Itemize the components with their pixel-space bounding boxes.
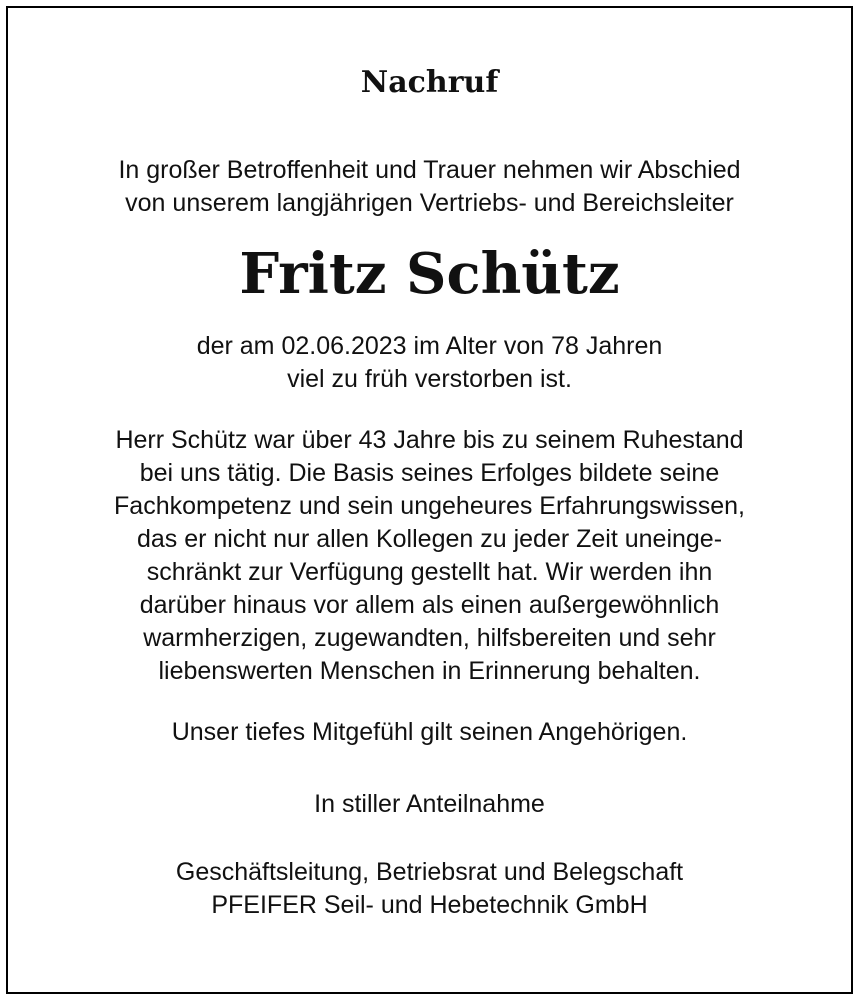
death-date-paragraph bbox=[8, 330, 851, 396]
tribute-line: bei uns tätig. Die Basis seines Erfolges bildete seine bbox=[139, 459, 720, 487]
date-line: viel zu früh verstorben ist. bbox=[287, 365, 572, 393]
notice-heading: Nachruf bbox=[360, 65, 499, 100]
intro-line: von unserem langjährigen Vertriebs- und Bereichsleiter bbox=[125, 189, 734, 217]
tribute-line: Fachkompetenz und sein ungeheures Erfahrungswissen, bbox=[114, 492, 745, 520]
obituary-notice bbox=[8, 8, 851, 992]
signature-block bbox=[8, 856, 851, 922]
tribute-line: darüber hinaus vor allem als einen außergewöhnlich bbox=[139, 591, 720, 619]
intro-line: In großer Betroffenheit und Trauer nehmen wir Abschied bbox=[118, 156, 741, 184]
date-line: der am 02.06.2023 im Alter von 78 Jahren bbox=[196, 332, 663, 360]
sympathy-line bbox=[8, 716, 851, 749]
tribute-line: schränkt zur Verfügung gestellt hat. Wir werden ihn bbox=[146, 558, 713, 586]
tribute-paragraph bbox=[8, 424, 851, 688]
tribute-line: das er nicht nur allen Kollegen zu jeder Zeit uneinge- bbox=[136, 525, 723, 553]
closing-line bbox=[8, 788, 851, 821]
notice-border bbox=[6, 6, 853, 994]
signature-line: PFEIFER Seil- und Hebetechnik GmbH bbox=[211, 891, 648, 919]
signature-line: Geschäftsleitung, Betriebsrat und Belegschaft bbox=[175, 858, 684, 886]
tribute-line: warmherzigen, zugewandten, hilfsbereiten und sehr bbox=[143, 624, 716, 652]
closing-text: In stiller Anteilnahme bbox=[314, 790, 545, 818]
sympathy-text: Unser tiefes Mitgefühl gilt seinen Angehörigen. bbox=[171, 718, 688, 746]
intro-paragraph bbox=[8, 154, 851, 220]
tribute-line: Herr Schütz war über 43 Jahre bis zu seinem Ruhestand bbox=[115, 426, 744, 454]
tribute-line: liebenswerten Menschen in Erinnerung behalten. bbox=[158, 657, 701, 685]
deceased-name: Fritz Schütz bbox=[239, 241, 620, 307]
